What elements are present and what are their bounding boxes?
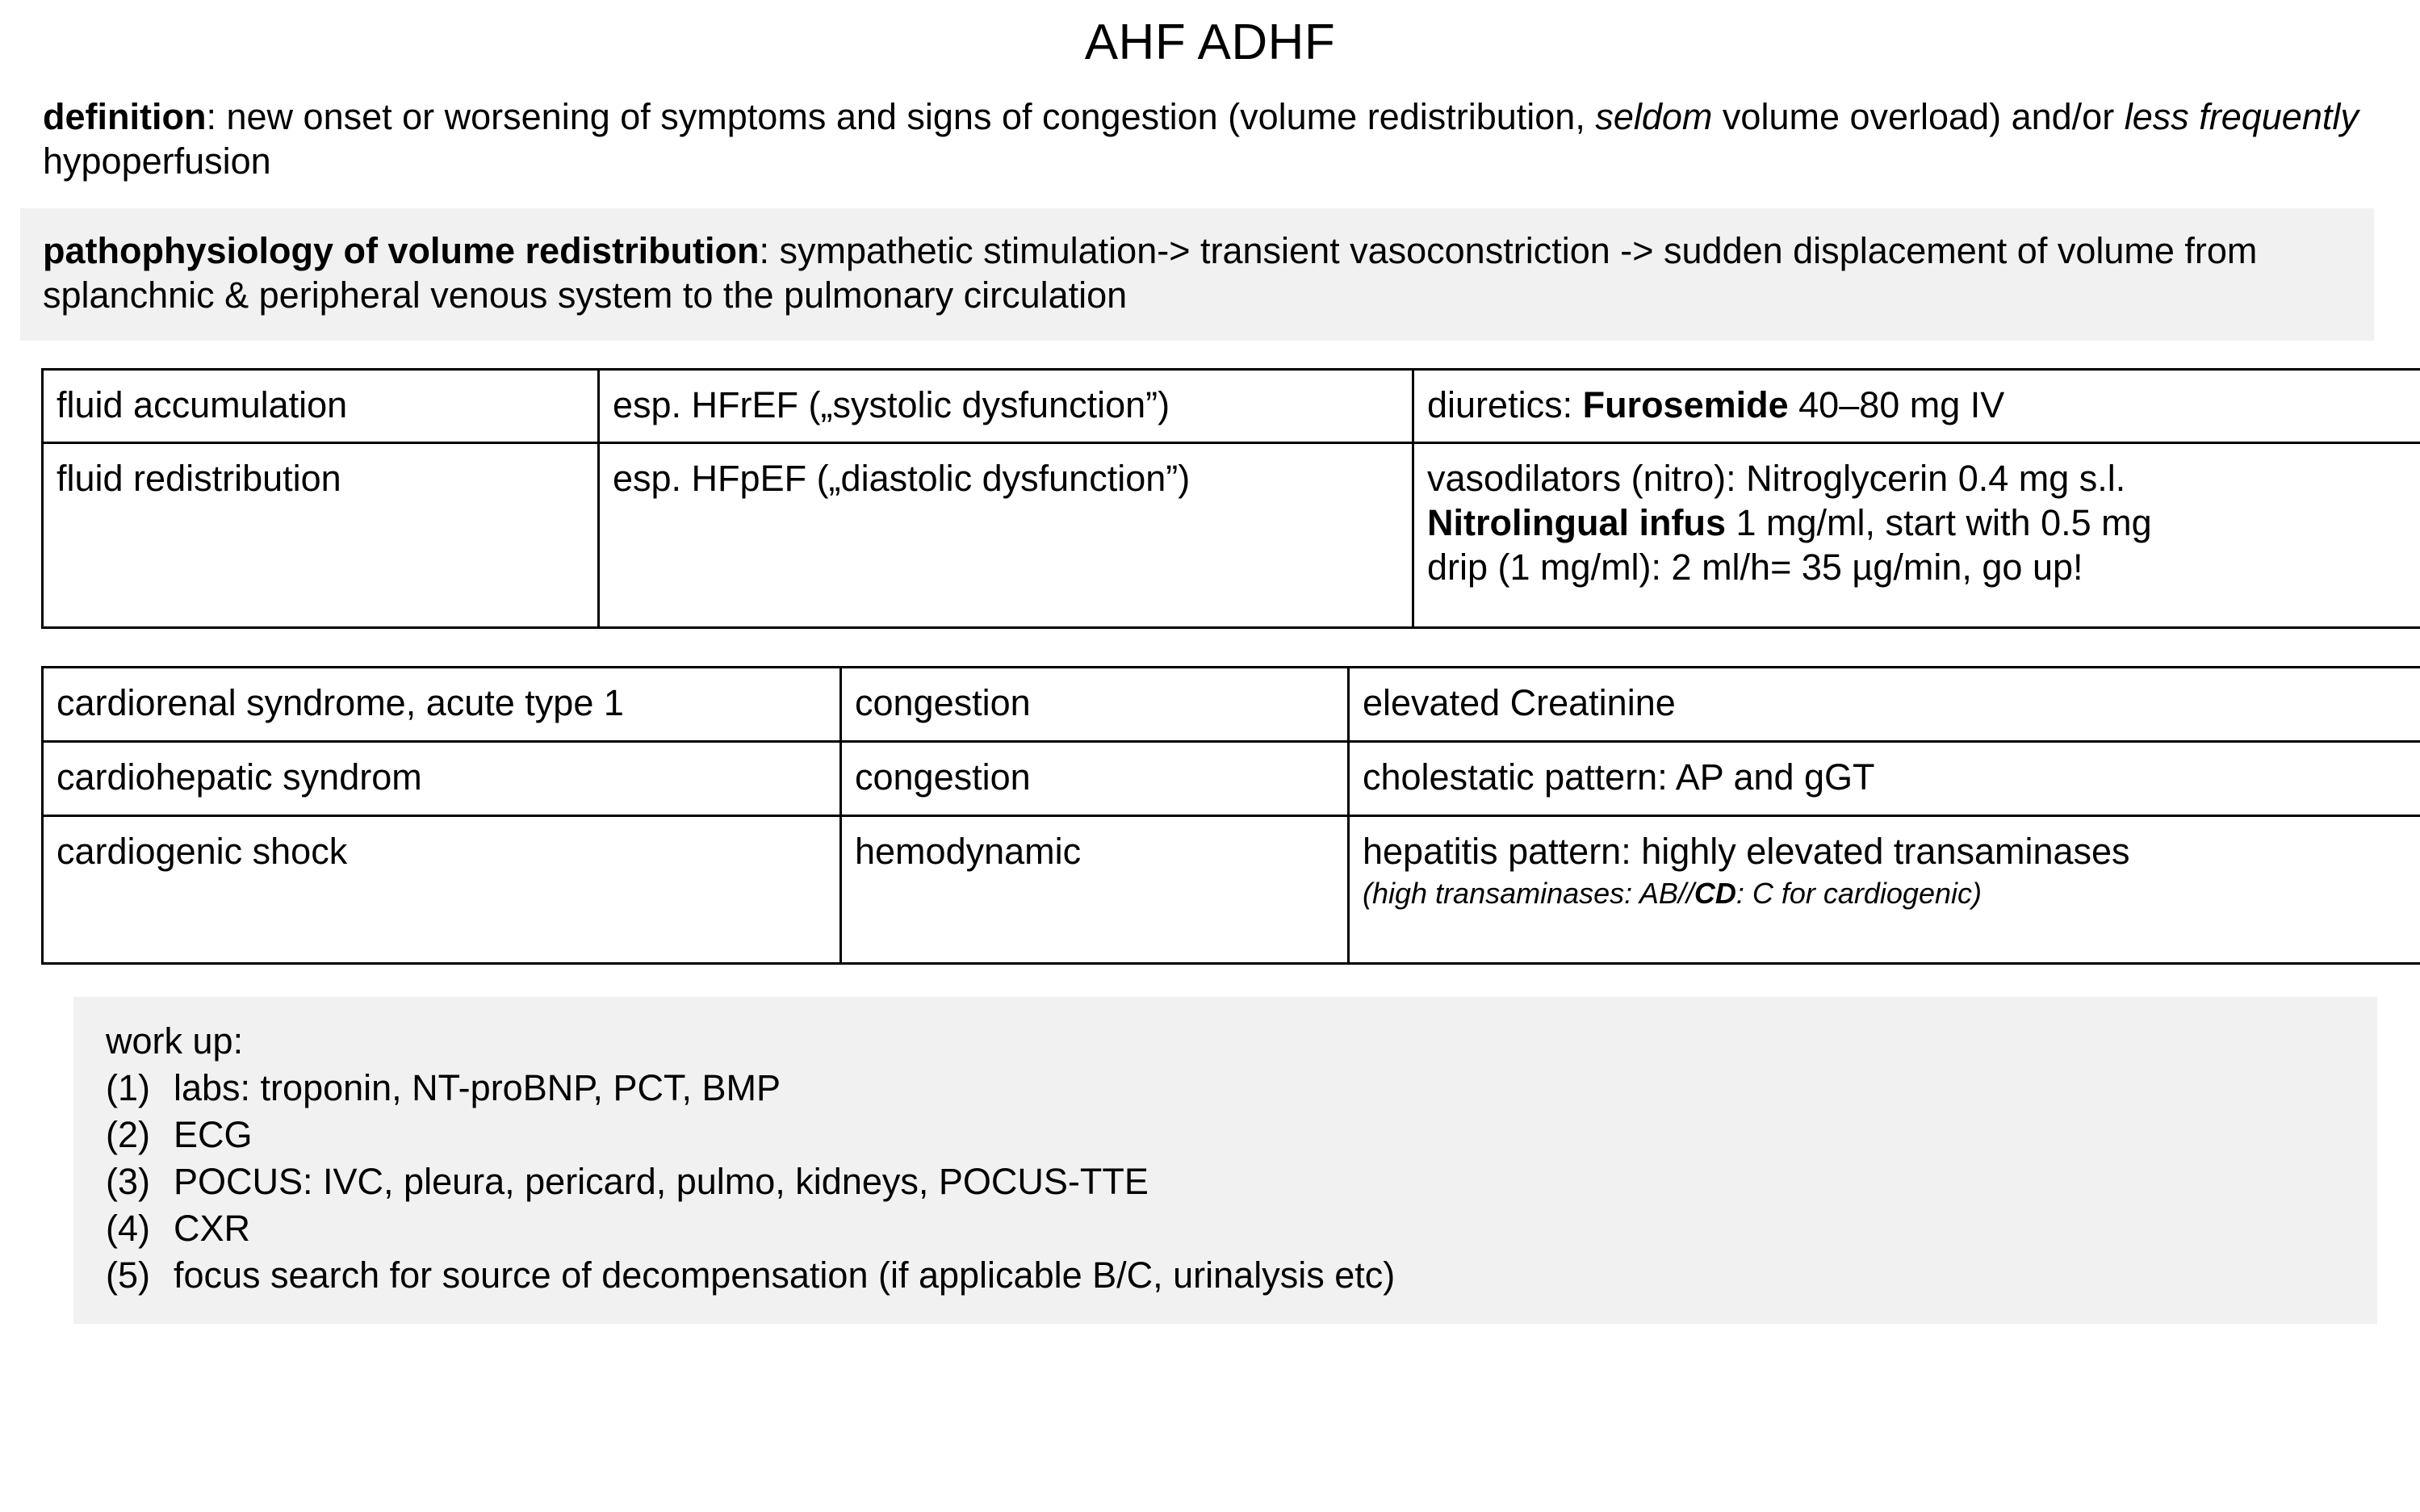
definition-italic-seldom: seldom [1595,96,1713,137]
treatment-dose: 40–80 mg IV [1788,383,2005,425]
table-row [43,816,2420,964]
definition-separator: : [206,96,227,137]
definition-text-part1: new onset or worsening of symptoms and signs of congestion (volume redistribution, [226,96,1596,137]
table-row [43,443,2420,628]
finding-main: hepatitis pattern: highly elevated transaminases [1363,831,2130,873]
mechanism-treatment-table [41,368,2420,630]
table-row [43,742,2420,816]
workup-panel [73,997,2377,1324]
list-item [106,1161,2345,1203]
cell-finding: cholestatic pattern: AP and gGT [1349,742,2420,816]
cell-syndrome: cardiogenic shock [43,816,841,964]
pathophysiology-text: sympathetic stimulation-> transient vasoconstriction -> sudden displacement of volume from splanchnic & peripheral venous system to the pulmonary circulation [43,229,2258,316]
workup-marker: (1) [106,1067,150,1109]
workup-item-text: labs: troponin, NT-proBNP, PCT, BMP [174,1067,781,1109]
treatment-drug: Furosemide [1582,383,1789,425]
cell-syndrome: cardiorenal syndrome, acute type 1 [43,668,841,742]
treatment-drip-line: drip (1 mg/ml): 2 ml/h= 35 µg/min, go up! [1427,547,2083,588]
workup-marker: (5) [106,1254,150,1296]
cell-finding: elevated Creatinine [1349,668,2420,742]
page-title: AHF ADHF [1084,15,1336,70]
note-suffix: : C for cardiogenic) [1735,877,1982,911]
note-prefix: (high transaminases: AB// [1363,877,1694,911]
workup-list [106,1067,2345,1296]
treatment-dose: 1 mg/ml, start with 0.5 mg [1725,502,2152,544]
cell-mechanism: hemodynamic [841,816,1349,964]
workup-item-text: POCUS: IVC, pleura, pericard, pulmo, kidneys, POCUS-TTE [174,1161,1149,1203]
finding-mnemonic-note [1363,876,2420,911]
treatment-prefix: diuretics: [1427,383,1583,425]
list-item [106,1254,2345,1296]
definition-text-part3: hypoperfusion [43,140,271,182]
cell-mechanism: congestion [841,668,1349,742]
workup-title: work up: [106,1020,244,1062]
cell-mechanism: congestion [841,742,1349,816]
cell-phenotype: esp. HFrEF („systolic dysfunction”) [599,369,1413,443]
cell-treatment [1413,443,2420,628]
list-item [106,1067,2345,1109]
workup-marker: (4) [106,1208,150,1250]
definition-text-part2: volume overload) and/or [1712,96,2125,137]
cell-phenotype: esp. HFpEF („diastolic dysfunction”) [599,443,1413,628]
pathophysiology-label: pathophysiology of volume redistribution [43,229,760,271]
treatment-drug: Nitrolingual infus [1427,502,1726,544]
cell-treatment [1413,369,2420,443]
workup-marker: (3) [106,1161,150,1203]
table-row [43,668,2420,742]
definition-italic-less-frequently: less frequently [2124,96,2359,137]
workup-item-text: focus search for source of decompensation (if applicable B/C, urinalysis etc) [174,1254,1396,1296]
table-row [43,369,2420,443]
list-item [106,1114,2345,1156]
pathophysiology-panel [20,208,2374,341]
definition-paragraph [0,95,2420,184]
workup-item-text: CXR [174,1208,251,1250]
syndrome-finding-table [41,666,2420,965]
workup-marker: (2) [106,1114,150,1156]
note-bold: CD [1694,877,1736,911]
cell-mechanism: fluid redistribution [43,443,599,628]
treatment-prefix: vasodilators (nitro): Nitroglycerin 0.4 mg s.l. [1427,458,2126,500]
cell-mechanism: fluid accumulation [43,369,599,443]
workup-item-text: ECG [174,1114,253,1156]
pathophysiology-separator: : [759,229,780,271]
list-item [106,1208,2345,1250]
definition-label: definition [43,96,207,137]
cell-finding [1349,816,2420,964]
cell-syndrome: cardiohepatic syndrom [43,742,841,816]
